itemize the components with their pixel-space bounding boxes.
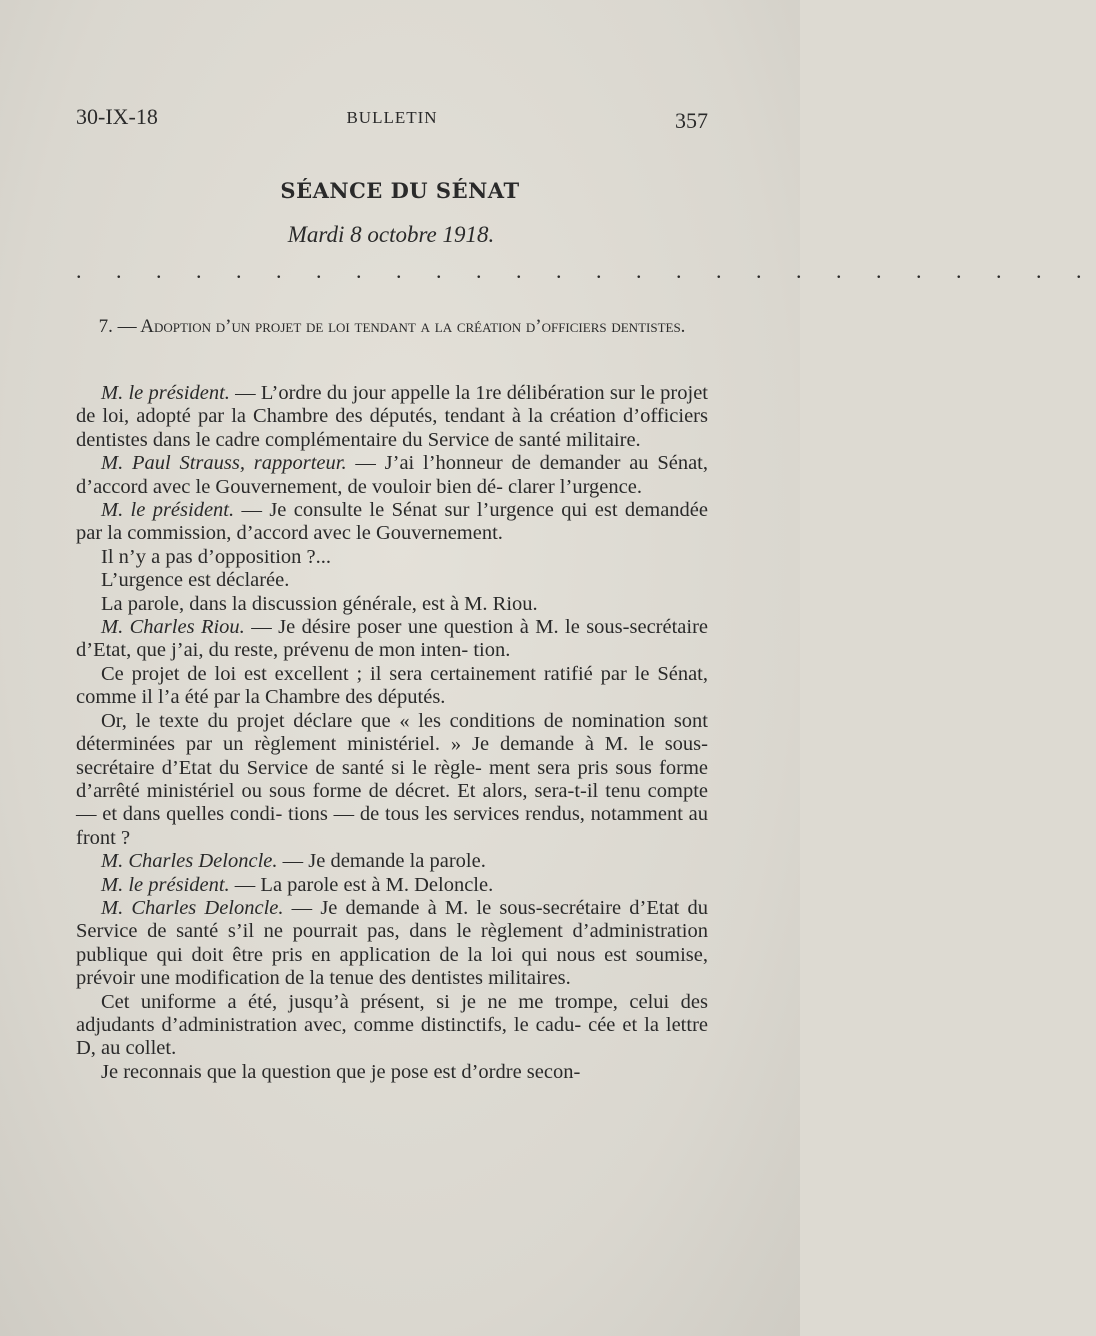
paragraph <box>76 1061 708 1084</box>
paragraph-text: — J’ai l’honneur de demander au Sénat, d’accord avec le Gouvernement, de vouloir bien dé- clarer l’urgence. <box>76 452 709 498</box>
paragraph-text: — La parole est à M. Deloncle. <box>229 873 494 896</box>
speaker: M. Paul Strauss, rapporteur. <box>101 452 347 475</box>
section-heading: 7. — Adoption d’un projet de loi tendant a la création d’officiers dentistes. <box>98 316 686 337</box>
paragraph <box>76 499 708 546</box>
paragraph-text: — Je désire poser une question à M. le sous-secrétaire d’Etat, que j’ai, du reste, prévenu de mon inten- tion. <box>76 616 709 662</box>
header-running-title: BULLETIN <box>346 108 438 127</box>
ellipsis-separator: . . . . . . . . . . . . . . . . . . . . . . . . . . <box>76 258 1096 283</box>
session-title: SÉANCE DU SÉNAT <box>280 178 520 203</box>
speaker: M. le président. <box>101 499 235 522</box>
paragraph-text: Cet uniforme a été, jusqu’à présent, si je ne me trompe, celui des adjudants d’administration avec, comme distinctifs, le cadu- cée et la lettre D, au collet. <box>76 990 708 1060</box>
paragraph <box>76 663 708 710</box>
paragraph-text: L’urgence est déclarée. <box>101 569 290 592</box>
paragraph <box>76 593 708 616</box>
speaker: M. Charles Deloncle. <box>101 850 278 873</box>
debate-text <box>76 382 708 1084</box>
speaker: M. le président. <box>101 382 230 404</box>
session-date: Mardi 8 octobre 1918. <box>287 222 495 247</box>
paragraph <box>76 569 708 592</box>
paragraph-text: Or, le texte du projet déclare que « les conditions de nomination sont déterminées par un règlement ministériel. » Je demande à M. le sous-secrétaire d’Etat du Service de santé si le règle- ment sera pris sous forme d’arrêté ministériel ou sous forme de décret. Et alors, sera-t-il tenu compte — et dans quelles condi- tions — de tous les services rendus, notamment au front ? <box>76 709 708 849</box>
paragraph-text: Ce projet de loi est excellent ; il sera certainement ratifié par le Sénat, comme il l’a été par la Chambre des députés. <box>76 662 708 709</box>
paragraph <box>76 897 708 991</box>
speaker: M. le président. <box>101 873 230 896</box>
paragraph <box>76 546 708 569</box>
header-date-code: 30-IX-18 <box>76 104 158 129</box>
paragraph <box>76 874 708 897</box>
paragraph <box>76 452 708 499</box>
paragraph-text: Je reconnais que la question que je pose est d’ordre secon- <box>101 1060 581 1083</box>
speaker: M. Charles Deloncle. <box>101 896 284 919</box>
paragraph <box>76 991 708 1061</box>
running-header <box>76 104 708 140</box>
paragraph-text: — Je consulte le Sénat sur l’urgence qui est demandée par la commission, d’accord avec le Gouvernement. <box>76 499 708 545</box>
paragraph-text: Il n’y a pas d’opposition ?... <box>101 545 332 568</box>
paragraph-text: — L’ordre du jour appelle la 1re délibération sur le projet de loi, adopté par la Chambre des députés, tendant à la création d’officiers dentistes dans le cadre complémentaire du Service de santé militaire. <box>76 382 708 451</box>
speaker: M. Charles Riou. <box>101 616 245 639</box>
paragraph-text: — Je demande la parole. <box>277 850 486 873</box>
header-page-number: 357 <box>675 108 708 133</box>
paragraph <box>76 382 708 452</box>
paragraph-text: — Je demande à M. le sous-secrétaire d’Etat du Service de santé s’il ne pourrait pas, dans le règlement d’administration publique qui doit être pris en application de la loi qui nous est soumise, prévoir une modification de la tenue des dentistes militaires. <box>76 896 708 990</box>
paragraph <box>76 850 708 873</box>
paragraph <box>76 710 708 850</box>
paragraph-text: La parole, dans la discussion générale, est à M. Riou. <box>101 592 538 615</box>
paragraph <box>76 616 708 663</box>
